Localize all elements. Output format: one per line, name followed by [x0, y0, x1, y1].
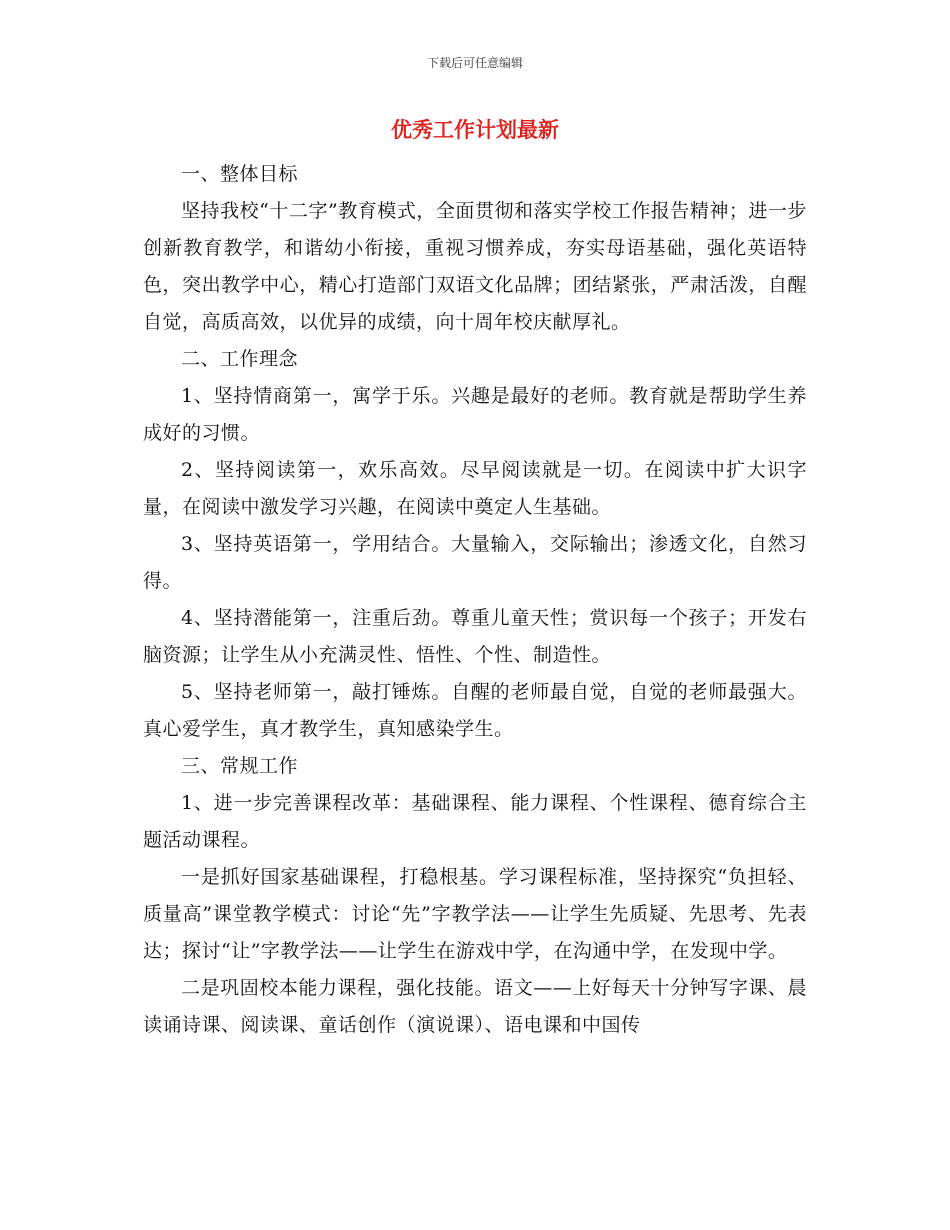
paragraph-philosophy-3: 3、坚持英语第一，学用结合。大量输入，交际输出；渗透文化，自然习得。 [143, 533, 807, 592]
section-heading-goals: 一、整体目标 [181, 163, 299, 185]
document-body [143, 156, 807, 1044]
paragraph-philosophy-2: 2、坚持阅读第一，欢乐高效。尽早阅读就是一切。在阅读中扩大识字量，在阅读中激发学习兴趣，在阅读中奠定人生基础。 [143, 459, 807, 518]
paragraph-routine-1: 1、进一步完善课程改革：基础课程、能力课程、个性课程、德育综合主题活动课程。 [143, 792, 807, 851]
header-note: 下载后可任意编辑 [426, 56, 523, 70]
paragraph-philosophy-5: 5、坚持老师第一，敲打锤炼。自醒的老师最自觉，自觉的老师最强大。真心爱学生，真才教学生，真知感染学生。 [143, 681, 807, 740]
paragraph-philosophy-4: 4、坚持潜能第一，注重后劲。尊重儿童天性；赏识每一个孩子；开发右脑资源；让学生从小充满灵性、悟性、个性、制造性。 [143, 607, 807, 666]
paragraph-goals: 坚持我校“十二字”教育模式，全面贯彻和落实学校工作报告精神；进一步创新教育教学，和谐幼小衔接，重视习惯养成，夯实母语基础，强化英语特色，突出教学中心，精心打造部门双语文化品牌；团结紧张，严肃活泼，自醒自觉，高质高效，以优异的成绩，向十周年校庆献厚礼。 [143, 200, 807, 333]
paragraph-routine-2: 一是抓好国家基础课程，打稳根基。学习课程标准，坚持探究“负担轻、质量高”课堂教学模式：讨论“先”字教学法——让学生先质疑、先思考、先表达；探讨“让”字教学法——让学生在游戏中学，在沟通中学，在发现中学。 [143, 866, 807, 962]
section-heading-routine: 三、常规工作 [181, 755, 299, 777]
paragraph-philosophy-1: 1、坚持情商第一，寓学于乐。兴趣是最好的老师。教育就是帮助学生养成好的习惯。 [143, 385, 807, 444]
paragraph-routine-3: 二是巩固校本能力课程，强化技能。语文——上好每天十分钟写字课、晨读诵诗课、阅读课、童话创作（演说课）、语电课和中国传 [143, 977, 807, 1036]
document-title: 优秀工作计划最新 [391, 118, 559, 142]
section-heading-philosophy: 二、工作理念 [181, 348, 299, 370]
